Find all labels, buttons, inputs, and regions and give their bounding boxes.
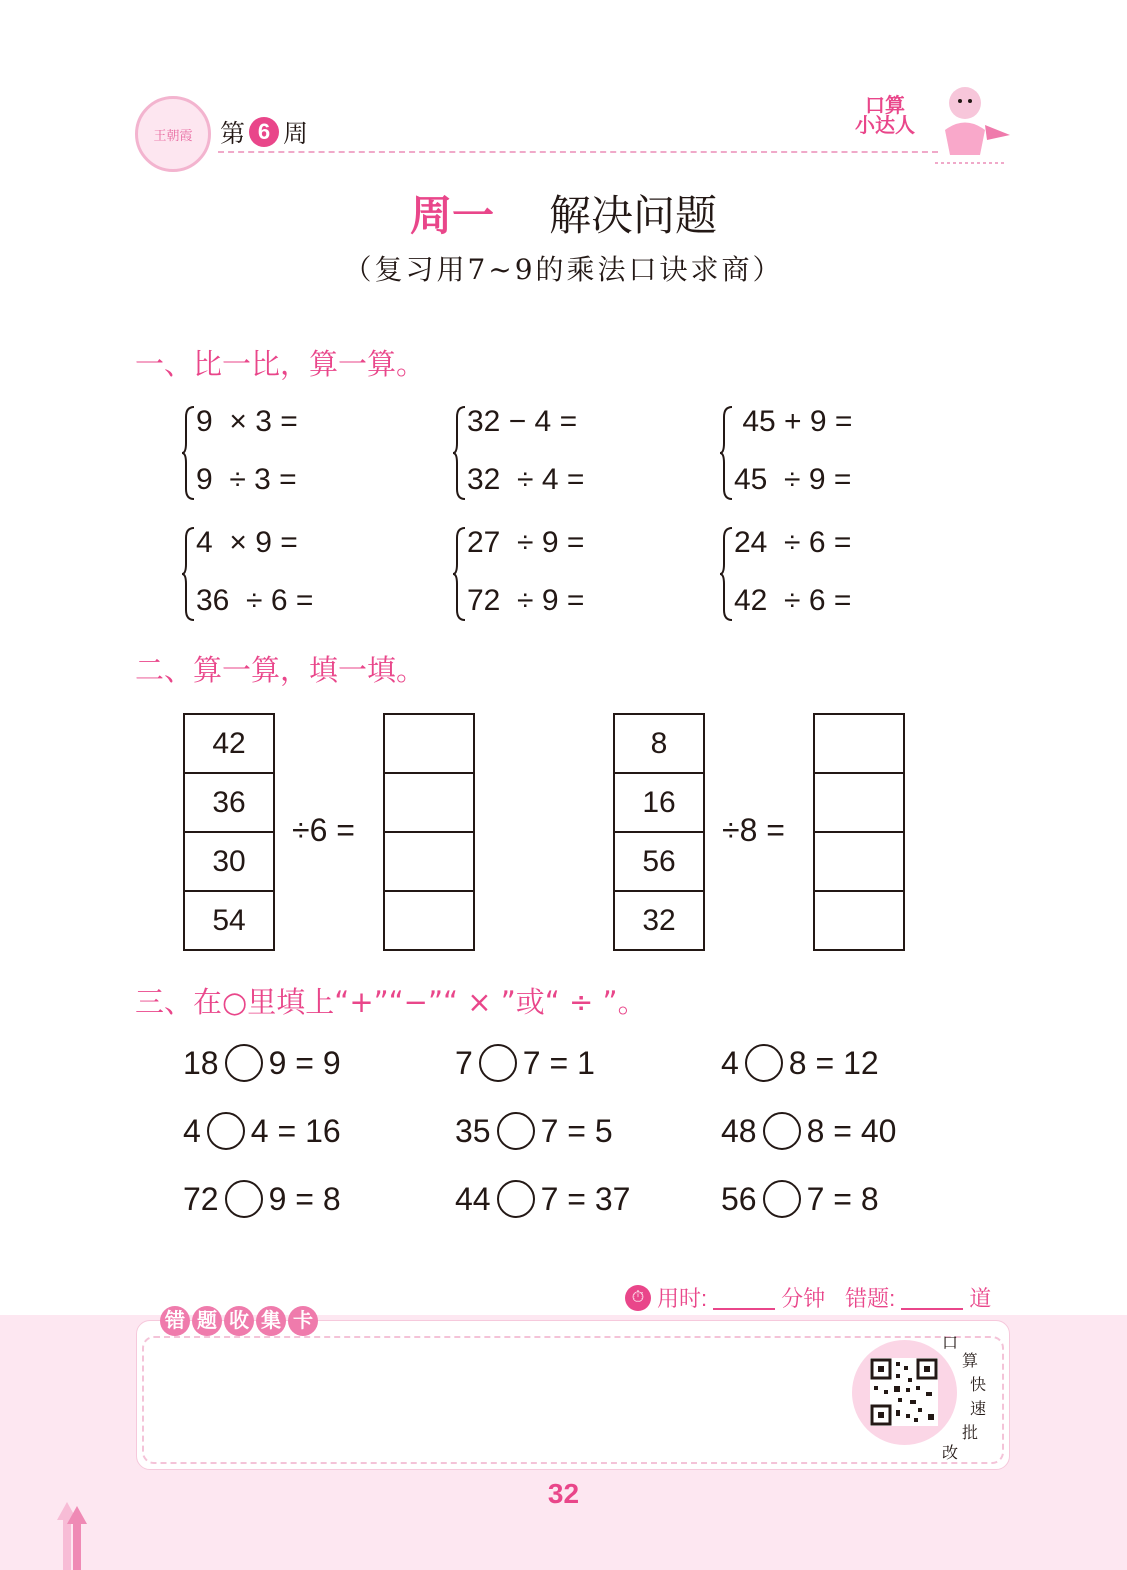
title-topic: 解决问题 <box>549 191 718 240</box>
operator-item <box>183 1044 341 1082</box>
operand-left: 35 <box>455 1112 491 1149</box>
mascot-illustration <box>925 75 1015 170</box>
compare-pair <box>182 524 402 624</box>
page-subtitle: （复习用7~9的乘法口诀求商） <box>343 253 784 286</box>
operator-circle[interactable] <box>745 1044 783 1082</box>
brand-line2: 小达人 <box>855 115 915 137</box>
answer-cell[interactable] <box>384 891 474 950</box>
dividend-cell: 42 <box>184 714 274 773</box>
operand-left: 4 <box>721 1044 739 1081</box>
brace-icon <box>453 403 467 503</box>
equation-top: 9 × 3 = <box>196 405 298 438</box>
equation-bottom: 36 ÷ 6 = <box>196 584 314 617</box>
operand-left: 18 <box>183 1044 219 1081</box>
qr-code-icon[interactable] <box>870 1358 938 1426</box>
answer-column-left <box>383 713 475 951</box>
logo-badge: 王朝霞 <box>135 96 211 172</box>
equation-bottom: 9 ÷ 3 = <box>196 463 297 496</box>
title-day: 周一 <box>409 191 494 240</box>
operand-right: 9 = 9 <box>268 1044 341 1081</box>
operator-item <box>721 1112 896 1150</box>
dividend-cell: 16 <box>614 773 704 832</box>
up-arrow-icon <box>55 1500 95 1570</box>
operand-left: 7 <box>455 1044 473 1081</box>
part1-heading: 一、比一比，算一算。 <box>135 347 426 381</box>
card-tag-char: 收 <box>224 1306 254 1336</box>
brand-line1: 口算 <box>865 95 905 117</box>
qr-caption-char: 批 <box>962 1425 979 1442</box>
dividend-cell: 8 <box>614 714 704 773</box>
brace-icon <box>720 403 734 503</box>
dividend-column-left <box>183 713 275 951</box>
dividend-cell: 32 <box>614 891 704 950</box>
time-blank[interactable] <box>713 1286 775 1310</box>
stopwatch-icon: ⏱ <box>625 1285 651 1311</box>
operand-left: 4 <box>183 1112 201 1149</box>
brace-icon <box>453 524 467 624</box>
header-divider <box>218 151 938 153</box>
operator-circle[interactable] <box>225 1180 263 1218</box>
dividend-column-right <box>613 713 705 951</box>
compare-pair <box>453 524 673 624</box>
page-number: 32 <box>547 1478 580 1509</box>
answer-cell[interactable] <box>384 832 474 891</box>
operator-item <box>721 1180 879 1218</box>
operator-circle[interactable] <box>497 1180 535 1218</box>
operator-item <box>183 1112 341 1150</box>
compare-pair <box>182 403 402 503</box>
divide-operator-left: ÷6 = <box>292 812 355 848</box>
dividend-cell: 56 <box>614 832 704 891</box>
operator-circle[interactable] <box>225 1044 263 1082</box>
equation-bottom: 32 ÷ 4 = <box>467 463 585 496</box>
operator-circle[interactable] <box>479 1044 517 1082</box>
card-tag-char: 错 <box>160 1306 190 1336</box>
operand-right: 7 = 37 <box>540 1180 631 1217</box>
qr-caption-char: 口 <box>942 1335 959 1352</box>
qr-caption-char: 速 <box>970 1401 987 1418</box>
errors-label: 错题: <box>845 1286 896 1311</box>
operand-right: 9 = 8 <box>268 1180 341 1217</box>
operator-item <box>455 1180 630 1218</box>
operand-right: 4 = 16 <box>250 1112 341 1149</box>
operator-circle[interactable] <box>207 1112 245 1150</box>
answer-cell[interactable] <box>814 773 904 832</box>
operator-circle[interactable] <box>763 1180 801 1218</box>
timing-line <box>625 1282 991 1313</box>
equation-top: 24 ÷ 6 = <box>734 526 852 559</box>
operand-right: 7 = 8 <box>806 1180 879 1217</box>
operator-item <box>721 1044 879 1082</box>
operand-right: 8 = 12 <box>788 1044 879 1081</box>
equation-top: 27 ÷ 9 = <box>467 526 585 559</box>
errors-unit: 道 <box>969 1286 992 1311</box>
operator-circle[interactable] <box>497 1112 535 1150</box>
equation-bottom: 42 ÷ 6 = <box>734 584 852 617</box>
card-tag <box>160 1306 318 1336</box>
equation-bottom: 72 ÷ 9 = <box>467 584 585 617</box>
answer-cell[interactable] <box>384 714 474 773</box>
dividend-cell: 54 <box>184 891 274 950</box>
brace-icon <box>720 524 734 624</box>
answer-cell[interactable] <box>384 773 474 832</box>
time-label: 用时: <box>657 1286 708 1311</box>
operator-item <box>183 1180 341 1218</box>
answer-cell[interactable] <box>814 832 904 891</box>
equation-top: 32 − 4 = <box>467 405 578 438</box>
compare-pair <box>720 403 940 503</box>
week-suffix: 周 <box>283 120 309 148</box>
operand-left: 56 <box>721 1180 757 1217</box>
brace-icon <box>182 524 196 624</box>
operator-item <box>455 1112 613 1150</box>
qr-caption-char: 快 <box>970 1377 987 1394</box>
equation-bottom: 45 ÷ 9 = <box>734 463 852 496</box>
operand-left: 44 <box>455 1180 491 1217</box>
qr-caption-char: 算 <box>962 1353 979 1370</box>
compare-pair <box>720 524 940 624</box>
part3-heading: 三、在○里填上“+”“−”“ × ”或“ ÷ ”。 <box>135 985 647 1019</box>
operand-right: 8 = 40 <box>806 1112 897 1149</box>
operand-left: 72 <box>183 1180 219 1217</box>
compare-pair <box>453 403 673 503</box>
card-tag-char: 集 <box>256 1306 286 1336</box>
week-label <box>220 114 308 150</box>
card-tag-char: 题 <box>192 1306 222 1336</box>
week-number-badge: 6 <box>249 117 279 147</box>
operator-circle[interactable] <box>763 1112 801 1150</box>
errors-blank[interactable] <box>901 1286 963 1310</box>
brace-icon <box>182 403 196 503</box>
divide-operator-right: ÷8 = <box>722 812 785 848</box>
dividend-cell: 36 <box>184 773 274 832</box>
card-tag-char: 卡 <box>288 1306 318 1336</box>
answer-cell[interactable] <box>814 714 904 773</box>
equation-top: 4 × 9 = <box>196 526 298 559</box>
part2-heading: 二、算一算，填一填。 <box>135 653 426 687</box>
minutes-unit: 分钟 <box>781 1286 826 1311</box>
answer-column-right <box>813 713 905 951</box>
qr-caption-char: 改 <box>942 1445 959 1462</box>
week-prefix: 第 <box>220 120 246 148</box>
page-title <box>0 183 1127 243</box>
answer-cell[interactable] <box>814 891 904 950</box>
operator-item <box>455 1044 595 1082</box>
operand-left: 48 <box>721 1112 757 1149</box>
dividend-cell: 30 <box>184 832 274 891</box>
operand-right: 7 = 1 <box>522 1044 595 1081</box>
equation-top: 45 + 9 = <box>734 405 853 438</box>
brand-logo <box>850 96 920 136</box>
operand-right: 7 = 5 <box>540 1112 613 1149</box>
